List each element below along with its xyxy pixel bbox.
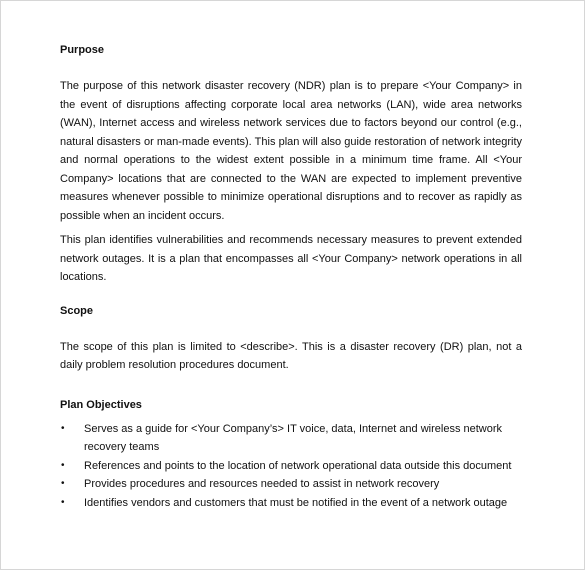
list-item-text: References and points to the location of network operational data outside this document <box>84 459 512 472</box>
list-item-text: Serves as a guide for <Your Company’s> IT voice, data, Internet and wireless network recovery teams <box>84 422 503 453</box>
objectives-list <box>60 420 522 513</box>
list-item-text: Provides procedures and resources needed to assist in network recovery <box>84 478 440 490</box>
bullet-icon: • <box>61 422 65 434</box>
spacer <box>60 375 522 390</box>
purpose-heading: Purpose <box>60 44 105 56</box>
spacer <box>60 320 522 338</box>
purpose-paragraph-2: This plan identifies vulnerabilities and recommends necessary measures to prevent extended network outages. It is a plan that encompasses all <Your Company> network operations in all locations. <box>60 234 522 283</box>
spacer <box>60 59 522 77</box>
spacer <box>60 287 522 302</box>
scope-heading: Scope <box>60 304 94 317</box>
purpose-paragraph-1: The purpose of this network disaster recovery (NDR) plan is to prepare <Your Company> in the event of disruptions affecting corporate local area networks (LAN), wide area networks (WAN), Internet access and wireless network services due to factors beyond our control (e.g., natural disasters or man-made events). This plan will also guide restoration of network integrity and normal operations to the widest extent possible in a minimum time frame. All <Your Company> locations that are connected to the WAN are expected to implement preventive measures whenever possible to minimize operational disruptions and to recover as rapidly as possible when an incident occurs. <box>60 80 522 222</box>
scope-paragraph: The scope of this plan is limited to <describe>. This is a disaster recovery (DR) plan, not a daily problem resolution procedures document. <box>60 340 522 371</box>
list-item <box>60 475 522 494</box>
bullet-icon: • <box>61 496 65 508</box>
list-item <box>60 457 522 476</box>
list-item-text: Identifies vendors and customers that must be notified in the event of a network outage <box>84 496 508 509</box>
document-body <box>60 41 522 512</box>
list-item <box>60 494 522 513</box>
bullet-icon: • <box>61 478 65 489</box>
objectives-heading: Plan Objectives <box>60 398 142 411</box>
list-item <box>60 420 522 457</box>
bullet-icon: • <box>61 459 65 471</box>
